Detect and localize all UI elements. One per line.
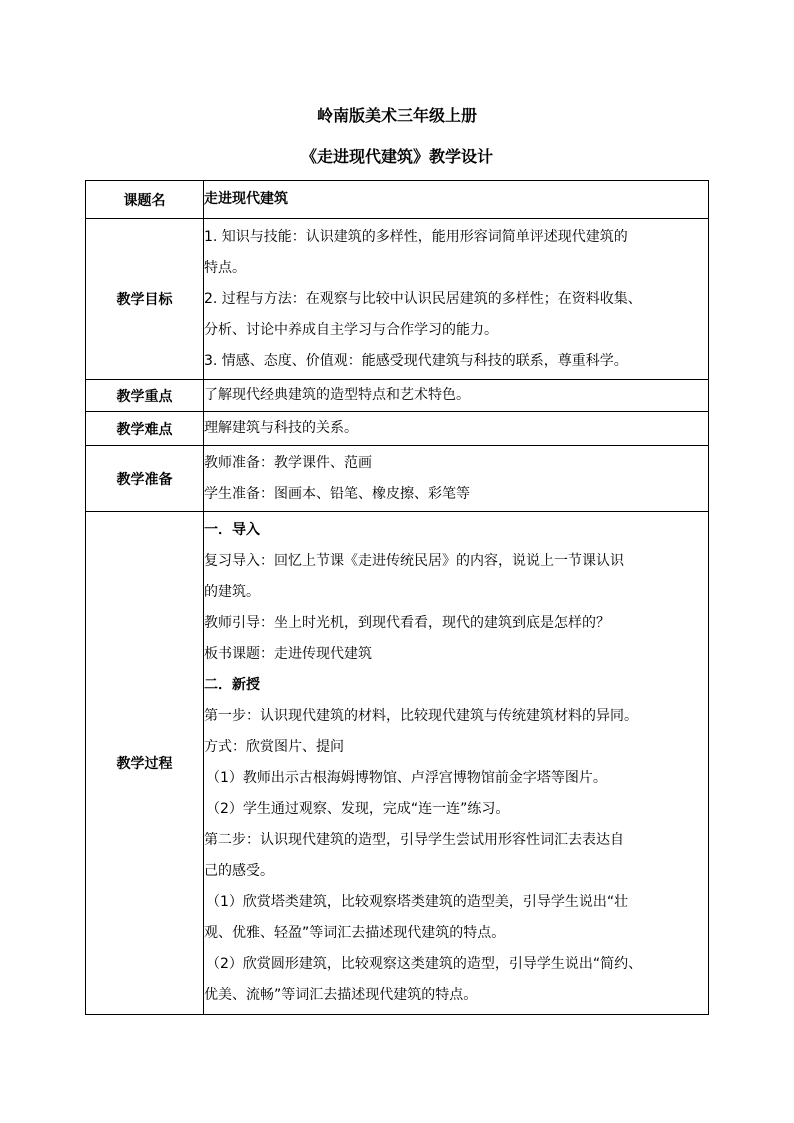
difficulties-label: 教学难点 <box>86 412 204 446</box>
process-line: （1）教师出示古根海姆博物馆、卢浮宫博物馆前金字塔等图片。 <box>206 770 607 786</box>
table-row-preparation <box>86 446 709 512</box>
objective-line: 分析、讨论中养成自主学习与合作学习的能力。 <box>204 321 498 338</box>
difficulties-value <box>204 412 709 446</box>
objective-line: 3. 情感、态度、价值观：能感受现代建筑与科技的联系，尊重科学。 <box>204 352 628 369</box>
topic-value <box>204 181 709 219</box>
table-row-process <box>86 512 709 1015</box>
process-line: （2）学生通过观察、发现，完成“连一连”练习。 <box>206 801 510 817</box>
section-heading: 二．新授 <box>204 677 260 693</box>
objectives-label: 教学目标 <box>86 219 204 380</box>
topic-label: 课题名 <box>86 181 204 219</box>
table-row-key-points <box>86 380 709 412</box>
objective-line: 1. 知识与技能：认识建筑的多样性，能用形容词简单评述现代建筑的 <box>204 228 628 245</box>
process-line: 板书课题：走进传现代建筑 <box>204 646 372 662</box>
process-line: 教师引导：坐上时光机，到现代看看，现代的建筑到底是怎样的？ <box>204 615 610 631</box>
difficulties-text: 理解建筑与科技的关系。 <box>204 420 358 436</box>
section-heading: 一．导入 <box>204 522 260 538</box>
table-row-difficulties <box>86 412 709 446</box>
table-row-topic <box>86 181 709 219</box>
preparation-line: 学生准备：图画本、铅笔、橡皮擦、彩笔等 <box>204 485 470 502</box>
process-line: 第二步：认识现代建筑的造型，引导学生尝试用形容性词汇去表达自 <box>204 832 624 848</box>
process-line: 复习导入：回忆上节课《走进传统民居》的内容，说说上一节课认识 <box>204 553 624 569</box>
lesson-plan-table <box>85 180 709 1015</box>
document-title: 岭南版美术三年级上册 <box>316 106 477 125</box>
objectives-content <box>204 219 709 380</box>
process-line: 优美、流畅”等词汇去描述现代建筑的特点。 <box>204 987 478 1003</box>
objective-line: 特点。 <box>204 259 246 276</box>
process-line: 第一步：认识现代建筑的材料，比较现代建筑与传统建筑材料的异同。 <box>204 708 638 724</box>
key-points-label: 教学重点 <box>86 380 204 412</box>
preparation-line: 教师准备：教学课件、范画 <box>204 454 372 471</box>
process-label: 教学过程 <box>86 512 204 1015</box>
topic-text: 走进现代建筑 <box>204 191 288 207</box>
preparation-content <box>204 446 709 512</box>
process-line: （1）欣赏塔类建筑，比较观察塔类建筑的造型美，引导学生说出“壮 <box>206 894 629 910</box>
key-points-text: 了解现代经典建筑的造型特点和艺术特色。 <box>204 387 470 403</box>
process-content <box>204 512 709 1015</box>
key-points-value <box>204 380 709 412</box>
process-line: 方式：欣赏图片、提问 <box>204 739 344 755</box>
process-line: 的建筑。 <box>204 584 260 600</box>
document-subtitle: 《走进现代建筑》教学设计 <box>300 147 493 166</box>
process-line: 己的感受。 <box>204 863 274 879</box>
objective-line: 2. 过程与方法：在观察与比较中认识民居建筑的多样性；在资料收集、 <box>204 290 642 307</box>
table-row-objectives <box>86 219 709 380</box>
preparation-label: 教学准备 <box>86 446 204 512</box>
process-line: 观、优雅、轻盈”等词汇去描述现代建筑的特点。 <box>204 925 506 941</box>
process-line: （2）欣赏圆形建筑，比较观察这类建筑的造型，引导学生说出“简约、 <box>206 956 643 972</box>
